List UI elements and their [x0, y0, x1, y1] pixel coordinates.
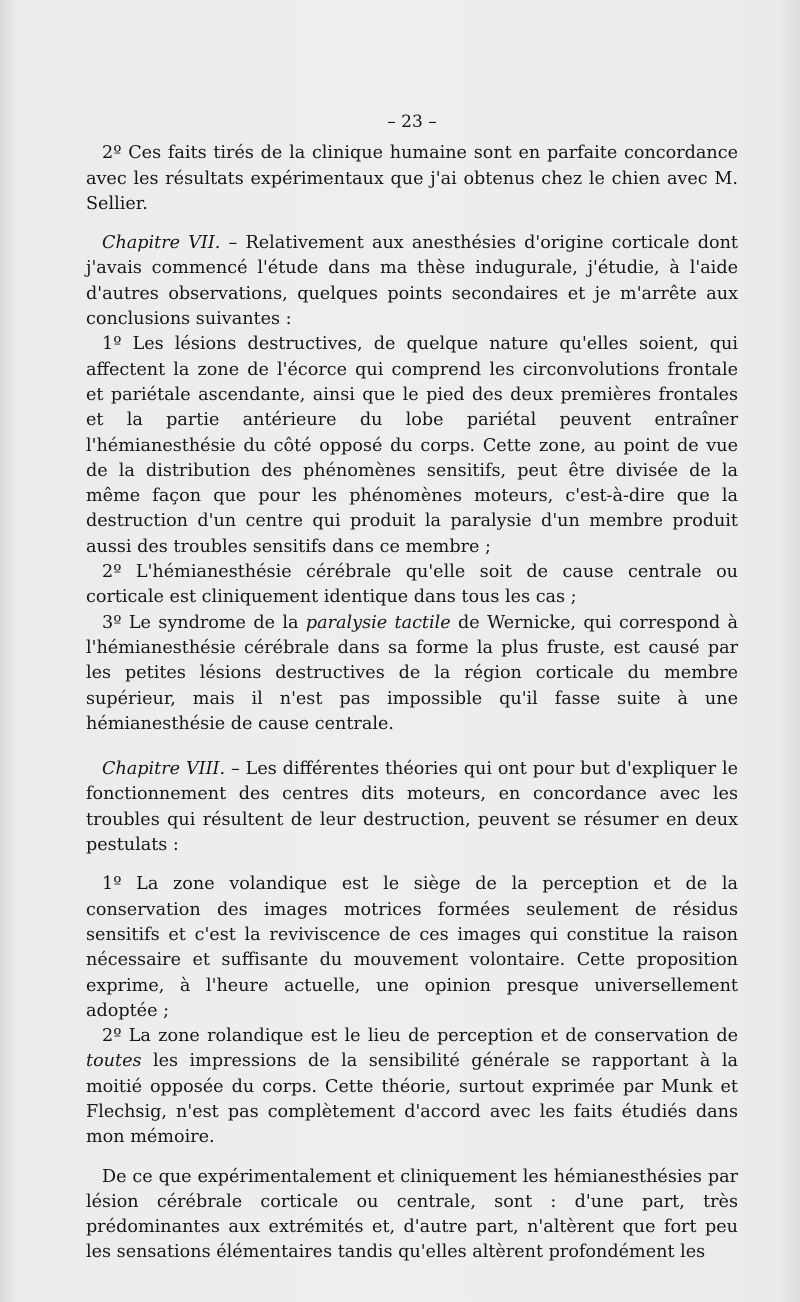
- conclusion-3-start: 3º Le syndrome de la: [102, 612, 306, 633]
- paragraph-conclusion-3: [86, 611, 738, 737]
- postulate-2-italic: toutes: [86, 1051, 142, 1072]
- conclusion-3-end: de Wernicke, qui correspond à l'hémianesthésie cérébrale dans sa forme la plus fruste, est causé par les petites lésions destructives de la région corticale du membre supérieur, mais il n'est pas impossible qu'il fasse suite à une hémianesthésie de cause centrale.: [86, 612, 738, 734]
- paragraph-conclusion-2: 2º L'hémianesthésie cérébrale qu'elle soit de cause centrale ou corticale est cliniquement identique dans tous les cas ;: [86, 562, 738, 608]
- paragraph-chapitre-viii: [86, 757, 738, 858]
- paragraph-postulate-1: 1º La zone volandique est le siège de la perception et de la conservation des images motrices formées seulement de résidus sensitifs et c'est la reviviscence de ces images qui constitue la raison nécessaire et suffisante du mouvement volontaire. Cette proposition exprime, à l'heure actuelle, une opinion presque universellement adoptée ;: [86, 874, 738, 1021]
- paragraph-closing: De ce que expérimentalement et cliniquement les hémianesthésies par lésion cérébrale corticale ou centrale, sont : d'une part, très prédominantes aux extrémités et, d'autre part, n'altèrent que fort peu les sensations élémentaires tandis qu'elles altèrent profondément les: [86, 1166, 738, 1263]
- paragraph-chapitre-vii: [86, 231, 738, 332]
- page-number: – 23 –: [387, 112, 437, 132]
- conclusion-3-italic: paralysie tactile: [305, 612, 451, 633]
- text-column: [86, 110, 738, 1266]
- chapter-vii-text: – Relativement aux anesthésies d'origine corticale dont j'avais commencé l'étude dans ma thèse indugurale, j'étudie, à l'aide d'autres observations, quelques points secondaires et je m'arrête aux conclusions suivantes :: [86, 233, 738, 330]
- paragraph-postulate-2: [86, 1024, 738, 1150]
- paragraph-concordance: 2º Ces faits tirés de la clinique humaine sont en parfaite concordance avec les résultats expérimentaux que j'ai obtenus chez le chien avec M. Sellier.: [86, 143, 738, 214]
- postulate-2-end: les impressions de la sensibilité générale se rapportant à la moitié opposée du corps. Cette théorie, surtout exprimée par Munk et Flechsig, n'est pas complètement d'accord avec les faits étudiés dans mon mémoire.: [86, 1051, 738, 1148]
- paragraph-conclusion-1: 1º Les lésions destructives, de quelque nature qu'elles soient, qui affectent la zone de l'écorce qui comprend les circonvolutions frontale et pariétale ascendante, ainsi que le pied des deux premières frontales et la partie antérieure du lobe pariétal peuvent entraîner l'hémianesthésie du côté opposé du corps. Cette zone, au point de vue de la distribution des phénomènes sensitifs, peut être divisée de la même façon que pour les phénomènes moteurs, c'est-à-dire que la destruction d'un centre qui produit la paralysie d'un membre produit aussi des troubles sensitifs dans ce membre ;: [86, 334, 738, 557]
- chapter-label-vii: Chapitre VII.: [102, 233, 221, 254]
- postulate-2-start: 2º La zone rolandique est le lieu de perception et de conservation de: [102, 1026, 738, 1047]
- chapter-label-viii: Chapitre VIII.: [102, 759, 226, 780]
- chapter-viii-text: – Les différentes théories qui ont pour but d'expliquer le fonctionnement des centres dits moteurs, en concordance avec les troubles qui résultent de leur destruction, peuvent se résumer en deux pestulats :: [86, 759, 738, 856]
